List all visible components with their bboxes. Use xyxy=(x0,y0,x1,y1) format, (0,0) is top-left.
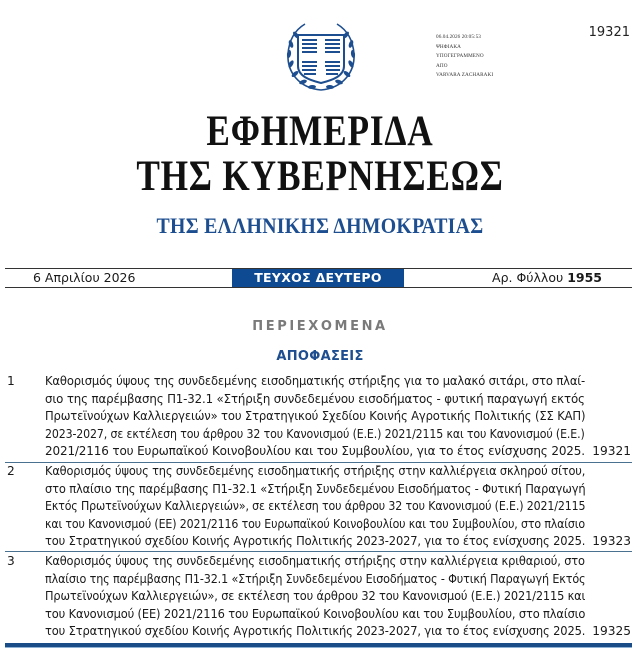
item-separator xyxy=(5,551,632,552)
item-line: του Στρατηγικού σχεδίου Κοινής Αγροτικής Πολιτικής 2023-2027, για το έτος ενίσχυσης 2025. xyxy=(45,624,586,639)
issue-date: 6 Απριλίου 2026 xyxy=(33,270,136,285)
item-line: Πρωτεϊνούχων Καλλιεργειών», σε εκτέλεση του άρθρου 32 του Κανονισμού (Ε.Ε.) 2021/2115 και xyxy=(45,589,586,604)
gazette-title-line-2: ΤΗΣ ΚΥΒΕΡΝΗΣΕΩΣ xyxy=(136,153,504,200)
item-number: 1 xyxy=(7,374,15,388)
item-line: Καθορισμός ύψους της συνδεδεμένης εισοδηματικής στήριξης στην καλλιέργεια σκληρού σίτου, xyxy=(45,464,586,478)
bottom-rule-light xyxy=(5,647,632,648)
item-line: Καθορισμός ύψους της συνδεδεμένης εισοδηματικής στήριξης για το μαλακό σιτάρι, στο πλαί- xyxy=(45,374,586,388)
item-page-number[interactable]: 19321 xyxy=(592,444,631,459)
signature-line-3: ΑΠΟ xyxy=(436,62,448,69)
item-page-number[interactable]: 19325 xyxy=(592,624,631,639)
gazette-subtitle: ΤΗΣ ΕΛΛΗΝΙΚΗΣ ΔΗΜΟΚΡΑΤΙΑΣ xyxy=(156,213,484,238)
item-description xyxy=(45,373,585,461)
signature-line-1: ΨΗΦΙΑΚΑ xyxy=(436,43,462,50)
signature-timestamp: 06.04.2026 20:05:53 xyxy=(436,34,481,40)
issue-bar-bottom-rule xyxy=(5,287,632,288)
sheet-number xyxy=(492,270,602,286)
section-heading: ΑΠΟΦΑΣΕΙΣ xyxy=(276,349,364,364)
sheet-number-value: 1955 xyxy=(567,270,602,285)
item-line: Εκτός Πρωτεϊνούχων Καλλιεργειών», σε εκτέλεση του άρθρου 32 του Κανονισμού (Ε.Ε.) 2021/2115 xyxy=(45,499,586,514)
item-line: Πρωτεϊνούχων Καλλιεργειών» του Στρατηγικού Σχεδίου Κοινής Αγροτικής Πολιτικής (ΣΣ ΚΑΠ) xyxy=(45,409,586,424)
greek-coat-of-arms-icon xyxy=(281,16,361,96)
issue-type-badge: ΤΕΥΧΟΣ ΔΕΥΤΕΡΟ xyxy=(232,269,404,287)
gazette-title-line-1: ΕΦΗΜΕΡΙΔΑ xyxy=(206,108,434,155)
contents-item[interactable] xyxy=(5,463,632,551)
contents-item[interactable] xyxy=(5,373,632,461)
digital-signature-block xyxy=(436,33,493,81)
contents-heading: ΠΕΡΙΕΧΟΜΕΝΑ xyxy=(252,319,388,334)
contents-item[interactable] xyxy=(5,553,632,641)
signature-line-2: ΥΠΟΓΕΓΡΑΜΜΕΝΟ xyxy=(436,53,484,60)
item-line: 2021/2116 του Ευρωπαϊκού Κοινοβουλίου και του Συμβουλίου, για το έτος ενίσχυσης 2025. xyxy=(45,444,585,459)
item-line: Καθορισμός ύψους της συνδεδεμένης εισοδηματικής στήριξης στην καλλιέργεια κριθαριού, στο xyxy=(45,554,585,568)
item-description xyxy=(45,463,585,551)
item-line: 2023-2027, σε εκτέλεση του άρθρου 32 του Κανονισμού (Ε.Ε.) 2021/2115 και του Κανονισμού (Ε.Ε.) xyxy=(45,426,585,441)
item-page-number[interactable]: 19323 xyxy=(592,534,631,549)
item-number: 2 xyxy=(7,464,15,478)
signature-signer: VARVARA ZACHARAKI xyxy=(436,72,494,79)
item-line: του Στρατηγικού σχεδίου Κοινής Αγροτικής Πολιτικής 2023-2027, για το έτος ενίσχυσης 2025. xyxy=(45,534,586,549)
item-line: στο πλαίσιο της παρέμβασης Π1-32.1 «Στήριξη Συνδεδεμένου Εισοδήματος - Φυτική Παραγωγή xyxy=(45,481,586,496)
item-description xyxy=(45,553,585,641)
sheet-number-label: Αρ. Φύλλου xyxy=(492,270,564,285)
item-line: και του Κανονισμού (ΕΕ) 2021/2116 του Ευρωπαϊκού Κοινοβουλίου και του Συμβουλίου, στο πλαίσιο xyxy=(45,516,585,531)
item-line: σιο της παρέμβασης Π1-32.1 «Στήριξη συνδεδεμένου εισοδήματος - φυτική παραγωγή εκτός xyxy=(45,391,585,406)
item-line: του Κανονισμού (ΕΕ) 2021/2116 του Ευρωπαϊκού Κοινοβουλίου και του Συμβουλίου, στο πλαίσιο xyxy=(45,606,586,621)
item-line: πλαίσιο της παρέμβασης Π1-32.1 «Στήριξη Συνδεδεμένου Εισοδήματος - Φυτική Παραγωγή Εκτός xyxy=(45,571,586,586)
page-number: 19321 xyxy=(588,25,630,40)
item-number: 3 xyxy=(7,554,15,568)
